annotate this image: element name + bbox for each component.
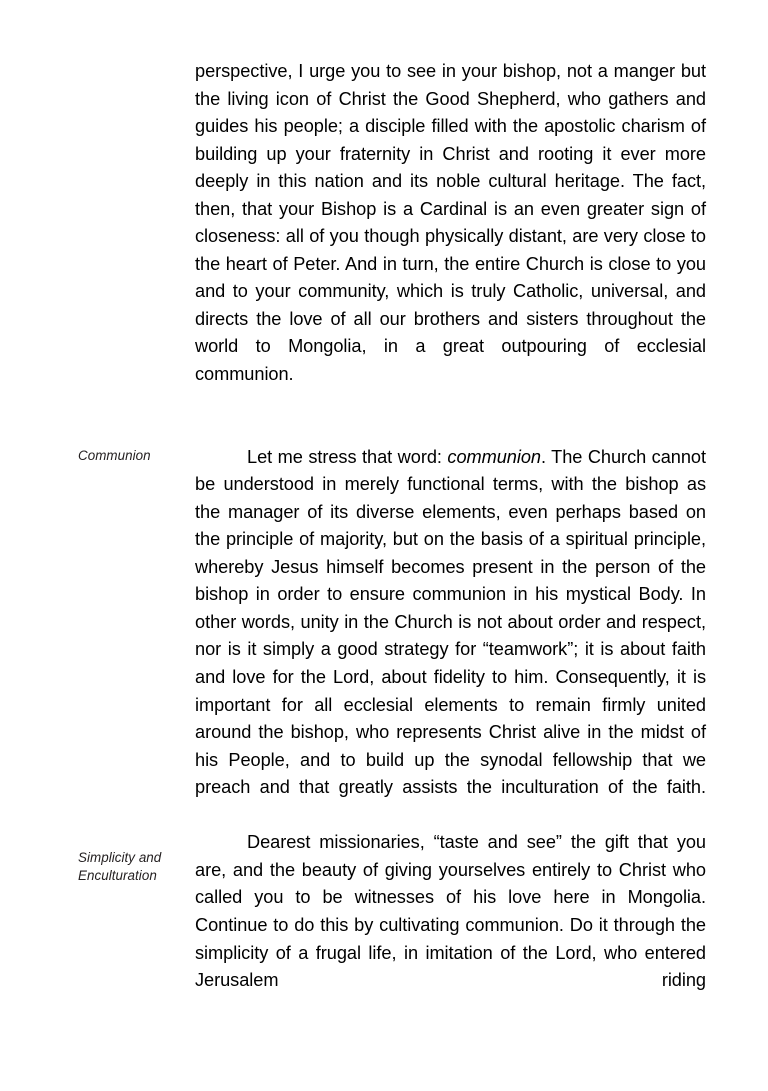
text-run: . The Church cannot be understood in merely functional terms, with the bishop as the manager of its diverse elements, even perhaps based on the principle of majority, but on the basis of a spiritual principle, whereby Jesus himself becomes present in the person of the bishop in order to ensure communion in his mystical Body. In other words, unity in the Church is not about order and respect, nor is it simply a good strategy for “teamwork”; it is about faith and love for the Lord, about fidelity to him. Consequently, it is important for all ecclesial elements to remain firmly united around the bishop, who represents Christ alive in the midst of his People, and to build up the synodal fellowship that we preach and that greatly assists the inculturation of the faith. bbox=[195, 446, 706, 798]
text-run: perspective, I urge you to see in your bishop, not a manger but the living icon of Christ the Good Shepherd, who gathers and guides his people; a disciple filled with the apostolic charism of building up your fraternity in Christ and rooting it ever more deeply in this nation and its noble cultural heritage. The fact, then, that your Bishop is a Cardinal is an even greater sign of closeness: all of you though physically distant, are very close to the heart of Peter. And in turn, the entire Church is close to you and to your community, which is truly Catholic, universal, and directs the love of all our brothers and sisters throughout the world to Mongolia, in a great outpouring of ecclesial communion. bbox=[195, 61, 706, 385]
margin-note-simplicity bbox=[78, 849, 190, 886]
paragraph-simplicity bbox=[195, 829, 706, 1022]
margin-note-line: Enculturation bbox=[78, 868, 157, 884]
text-run: Dearest missionaries, “taste and see” the gift that you are, and the beauty of giving yourselves entirely to Christ who called you to be witnesses of his love here in Mongolia. Continue to do this by cultivating communion. Do it through the simplicity of a frugal life, in imitation of the Lord, who entered Jerusalem riding bbox=[195, 832, 706, 991]
emphasis-communion: communion bbox=[447, 446, 541, 467]
margin-note-communion bbox=[78, 447, 190, 465]
margin-note-line: Simplicity and bbox=[78, 850, 162, 865]
text-run: Let me stress that word: bbox=[247, 446, 448, 467]
margin-note-line: Communion bbox=[78, 448, 151, 463]
paragraph-communion bbox=[195, 444, 706, 830]
paragraph-continued bbox=[195, 58, 706, 416]
body-text-column bbox=[195, 58, 706, 1022]
